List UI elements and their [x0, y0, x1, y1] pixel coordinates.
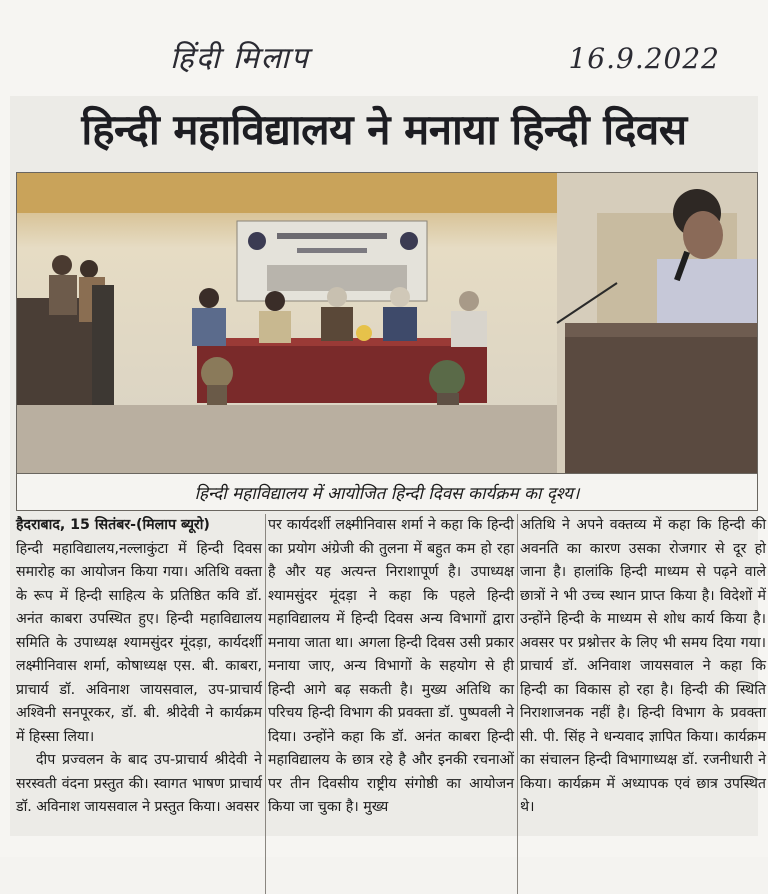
article-column-3 — [520, 514, 766, 820]
article-body — [16, 514, 766, 894]
article-paragraph: हिन्दी महाविद्यालय,नल्लाकुंटा में हिन्दी दिवस समारोह का आयोजन किया गया। अतिथि वक्ता के रूप में हिन्दी साहित्य के प्रतिष्ठित कवि डॉ. अनंत काबरा उपस्थित हुए। हिन्दी महाविद्यालय समिति के उपाध्यक्ष श्यामसुंदर मूंदड़ा, कार्यदर्शी लक्ष्मीनिवास शर्मा, कोषाध्यक्ष एस. बी. काबरा, प्राचार्य डॉ. अविनाश जायसवाल, उप-प्राचार्य अश्विनी सनपूरकर, डॉ. बी. श्रीदेवी ने कार्यक्रम में हिस्सा लिया। — [16, 540, 262, 745]
event-photo — [16, 172, 758, 474]
article-paragraph: अतिथि ने अपने वक्तव्य में कहा कि हिन्दी की अवनति का कारण उसका रोजगार से दूर हो जाना है। हालांकि हिन्दी माध्यम से पढ़ने वाले छात्रों ने भी उच्च स्थान प्राप्त किया है। विदेशों में उन्होंने हिन्दी के माध्यम से शोध कार्य किया है। अवसर पर प्रश्नोत्तर के लिए भी समय दिया गया। प्राचार्य डॉ. अनिवाश जायसवाल ने कहा कि हिन्दी का विकास हो रहा है। हिन्दी की स्थिति निराशाजनक नहीं है। हिन्दी विभाग के प्रवक्ता सी. पी. सिंह ने धन्यवाद ज्ञापित किया। कार्यक्रम का संचालन हिन्दी विभागाध्यक्ष डॉ. रजनीधारी ने किया। कार्यक्रम में अध्यापक एवं छात्र उपस्थित थे। — [520, 517, 766, 815]
column-divider — [517, 514, 518, 894]
headline: हिन्दी महाविद्यालय ने मनाया हिन्दी दिवस — [81, 105, 687, 154]
newspaper-clipping — [10, 96, 766, 836]
article-column-1 — [16, 514, 262, 820]
handwritten-paper-name: हिंदी मिलाप — [170, 41, 310, 76]
photo-caption: हिन्दी महाविद्यालय में आयोजित हिन्दी दिवस कार्यक्रम का दृश्य। — [16, 474, 758, 511]
article-dateline: हैदराबाद, 15 सितंबर-(मिलाप ब्यूरो) — [16, 517, 210, 533]
article-paragraph: पर कार्यदर्शी लक्ष्मीनिवास शर्मा ने कहा कि हिन्दी का प्रयोग अंग्रेजी की तुलना में बहुत कम हो रहा है और यह अत्यन्त निराशापूर्ण है। उपाध्यक्ष श्यामसुंदर मूंदड़ा ने कहा कि पहले हिन्दी महाविद्यालय में हिन्दी दिवस अन्य विभागों द्वारा मनाया जाता था। अगला हिन्दी दिवस उसी प्रकार मनाया जाए, अन्य विभागों के सहयोग से ही हिन्दी आगे बढ़ सकती है। मुख्य अतिथि का परिचय हिन्दी विभाग की प्रवक्ता डॉ. पुष्पवली ने दिया। उन्होंने कहा कि डॉ. अनंत काबरा हिन्दी महाविद्यालय के छात्र रहे है और इनकी रचनाओं पर तीन दिवसीय राष्ट्रीय संगोष्ठी का आयोजन किया जा चुका है। मुख्य — [268, 517, 514, 815]
handwritten-date: 16.9.2022 — [568, 42, 720, 75]
article-paragraph: दीप प्रज्वलन के बाद उप-प्राचार्य श्रीदेवी ने सरस्वती वंदना प्रस्तुत की। स्वागत भाषण प्राचार्य डॉ. अविनाश जायसवाल ने प्रस्तुत किया। अवसर — [16, 752, 262, 815]
handwritten-annotation — [150, 36, 740, 86]
event-photo-illustration — [17, 173, 757, 473]
column-divider — [265, 514, 266, 894]
article-column-2 — [268, 514, 514, 820]
